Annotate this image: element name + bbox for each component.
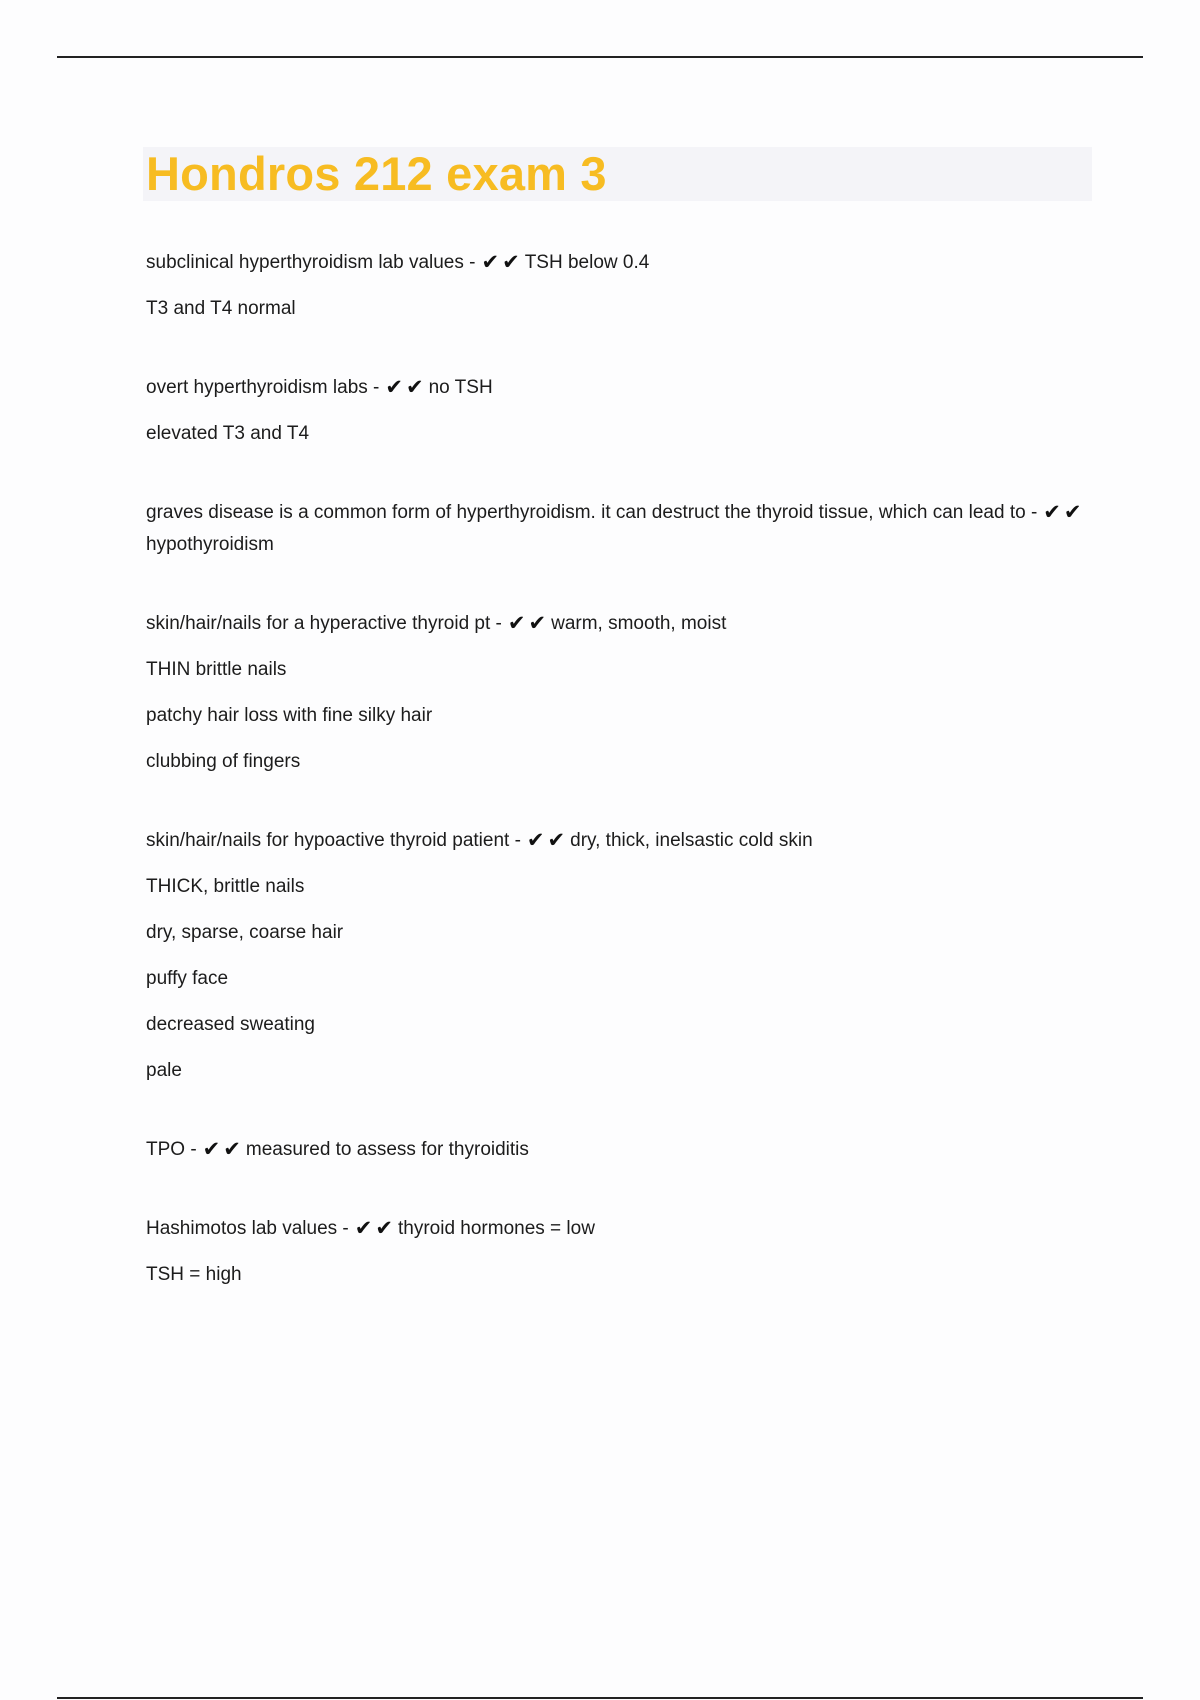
check-marks	[203, 1139, 244, 1160]
flashcard-answer: TSH below 0.4	[524, 252, 650, 273]
flashcard-entry	[146, 371, 1096, 450]
check-mark-icon: ✔	[547, 829, 566, 852]
check-mark-icon: ✔	[528, 612, 547, 635]
check-mark-icon: ✔	[1063, 501, 1082, 524]
flashcard-answer: measured to assess for thyroiditis	[245, 1139, 529, 1160]
check-mark-icon: ✔	[375, 1217, 393, 1240]
check-marks	[481, 252, 522, 273]
flashcard-term: subclinical hyperthyroidism lab values -	[146, 252, 476, 273]
check-mark-icon: ✔	[502, 251, 520, 274]
flashcard-term: TPO -	[146, 1139, 197, 1160]
flashcard-question-line	[146, 1212, 1096, 1245]
flashcard-entry	[146, 246, 1096, 325]
check-marks	[1043, 502, 1084, 523]
flashcard-question-line	[146, 496, 1096, 561]
check-mark-icon: ✔	[354, 1217, 373, 1240]
flashcard-entry	[146, 607, 1096, 778]
check-marks	[527, 830, 568, 851]
flashcard-answer-line: THIN brittle nails	[146, 659, 287, 680]
flashcard-term: skin/hair/nails for hypoactive thyroid patient -	[146, 830, 521, 851]
flashcard-question-line	[146, 246, 1096, 279]
check-mark-icon: ✔	[405, 376, 424, 399]
title-banner	[143, 147, 1092, 201]
flashcard-term: overt hyperthyroidism labs -	[146, 377, 380, 398]
check-marks	[385, 377, 426, 398]
check-mark-icon: ✔	[202, 1138, 221, 1161]
page-top-rule	[57, 56, 1143, 58]
flashcard-answer-line: T3 and T4 normal	[146, 298, 296, 319]
flashcard-entry	[146, 824, 1096, 1087]
check-mark-icon: ✔	[481, 251, 500, 274]
flashcard-term: Hashimotos lab values -	[146, 1218, 349, 1239]
flashcard-question-line	[146, 607, 1096, 640]
flashcard-answer: dry, thick, inelsastic cold skin	[570, 830, 813, 851]
document-title: Hondros 212 exam 3	[146, 147, 607, 200]
flashcard-question-line	[146, 1133, 1096, 1166]
flashcard-question-line	[146, 824, 1096, 857]
check-mark-icon: ✔	[507, 612, 526, 635]
flashcard-answer-line: dry, sparse, coarse hair	[146, 922, 344, 943]
flashcard-term: graves disease is a common form of hyperthyroidism. it can destruct the thyroid tissue, which can lead to -	[146, 502, 1038, 523]
check-mark-icon: ✔	[1043, 501, 1061, 524]
flashcard-question-line	[146, 371, 1096, 404]
flashcard-answer-line: clubbing of fingers	[146, 751, 301, 772]
flashcard-answer: thyroid hormones = low	[397, 1218, 595, 1239]
flashcard-answer-line: elevated T3 and T4	[146, 423, 310, 444]
flashcard-answer: no TSH	[428, 377, 493, 398]
check-marks	[508, 613, 549, 634]
flashcard-entry	[146, 1133, 1096, 1166]
flashcard-answer-line: pale	[146, 1060, 182, 1081]
flashcard-answer-line: TSH = high	[146, 1264, 242, 1285]
page-bottom-rule	[57, 1697, 1143, 1699]
flashcard-answer-line: THICK, brittle nails	[146, 876, 305, 897]
flashcard-term: skin/hair/nails for a hyperactive thyroid pt -	[146, 613, 502, 634]
flashcard-answer: warm, smooth, moist	[551, 613, 727, 634]
flashcard-answer: hypothyroidism	[146, 534, 274, 555]
flashcard-answer-line: puffy face	[146, 968, 229, 989]
flashcard-entry	[146, 496, 1096, 561]
flashcard-entry	[146, 1212, 1096, 1291]
flashcard-answer-line: patchy hair loss with fine silky hair	[146, 705, 433, 726]
flashcard-list	[146, 246, 1096, 1337]
flashcard-answer-line: decreased sweating	[146, 1014, 315, 1035]
check-mark-icon: ✔	[385, 376, 403, 399]
check-marks	[355, 1218, 396, 1239]
check-mark-icon: ✔	[223, 1138, 241, 1161]
check-mark-icon: ✔	[526, 829, 545, 852]
